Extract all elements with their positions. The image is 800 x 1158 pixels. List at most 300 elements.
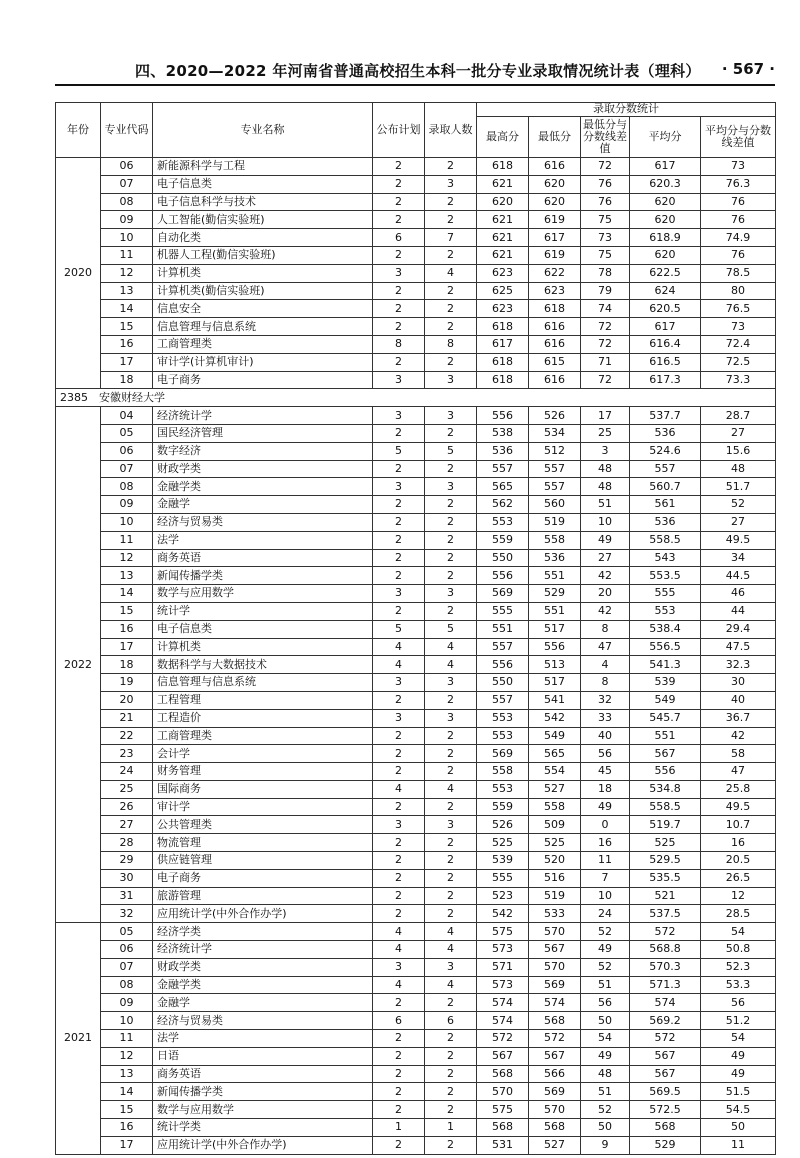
cell-name: 电子商务 — [153, 371, 373, 389]
cell-avg: 556.5 — [630, 638, 701, 656]
table-row — [56, 852, 776, 870]
cell-min-diff: 10 — [581, 887, 630, 905]
cell-admitted: 2 — [425, 1065, 477, 1083]
table-row — [56, 1119, 776, 1137]
cell-code: 12 — [101, 264, 153, 282]
cell-code: 13 — [101, 567, 153, 585]
cell-max: 621 — [477, 175, 529, 193]
cell-plan: 2 — [373, 549, 425, 567]
cell-avg: 618.9 — [630, 229, 701, 247]
table-row — [56, 585, 776, 603]
cell-min: 512 — [529, 442, 581, 460]
table-row — [56, 246, 776, 264]
cell-avg: 545.7 — [630, 709, 701, 727]
cell-min-diff: 72 — [581, 318, 630, 336]
cell-code: 05 — [101, 923, 153, 941]
cell-plan: 2 — [373, 763, 425, 781]
cell-min-diff: 32 — [581, 691, 630, 709]
cell-plan: 2 — [373, 602, 425, 620]
cell-min-diff: 7 — [581, 869, 630, 887]
cell-min: 516 — [529, 869, 581, 887]
cell-min-diff: 73 — [581, 229, 630, 247]
cell-max: 551 — [477, 620, 529, 638]
cell-avg-diff: 73 — [701, 158, 776, 176]
cell-avg-diff: 10.7 — [701, 816, 776, 834]
cell-plan: 2 — [373, 727, 425, 745]
cell-avg-diff: 80 — [701, 282, 776, 300]
cell-min-diff: 45 — [581, 763, 630, 781]
cell-name: 旅游管理 — [153, 887, 373, 905]
table-row — [56, 620, 776, 638]
cell-avg: 536 — [630, 513, 701, 531]
cell-plan: 2 — [373, 158, 425, 176]
cell-min-diff: 42 — [581, 567, 630, 585]
cell-min-diff: 72 — [581, 158, 630, 176]
cell-name: 经济统计学 — [153, 407, 373, 425]
cell-avg-diff: 49.5 — [701, 531, 776, 549]
cell-name: 国民经济管理 — [153, 424, 373, 442]
cell-min: 551 — [529, 567, 581, 585]
cell-min-diff: 74 — [581, 300, 630, 318]
cell-min-diff: 76 — [581, 175, 630, 193]
cell-plan: 2 — [373, 691, 425, 709]
cell-avg: 571.3 — [630, 976, 701, 994]
cell-admitted: 7 — [425, 229, 477, 247]
table-row — [56, 1012, 776, 1030]
cell-name: 会计学 — [153, 745, 373, 763]
page-number: · 567 · — [721, 60, 775, 78]
table-row — [56, 407, 776, 425]
table-row — [56, 780, 776, 798]
cell-name: 电子商务 — [153, 869, 373, 887]
cell-avg: 616.5 — [630, 353, 701, 371]
cell-avg: 529 — [630, 1136, 701, 1154]
cell-avg: 525 — [630, 834, 701, 852]
cell-avg-diff: 52.3 — [701, 958, 776, 976]
cell-avg-diff: 42 — [701, 727, 776, 745]
cell-min-diff: 0 — [581, 816, 630, 834]
cell-admitted: 2 — [425, 745, 477, 763]
cell-min: 554 — [529, 763, 581, 781]
cell-max: 525 — [477, 834, 529, 852]
cell-max: 538 — [477, 424, 529, 442]
cell-code: 15 — [101, 1101, 153, 1119]
cell-min: 574 — [529, 994, 581, 1012]
cell-min: 526 — [529, 407, 581, 425]
cell-min-diff: 20 — [581, 585, 630, 603]
cell-avg-diff: 76 — [701, 193, 776, 211]
cell-plan: 3 — [373, 407, 425, 425]
cell-plan: 2 — [373, 1047, 425, 1065]
cell-max: 618 — [477, 371, 529, 389]
cell-code: 12 — [101, 1047, 153, 1065]
cell-code: 13 — [101, 1065, 153, 1083]
cell-name: 电子信息类 — [153, 175, 373, 193]
cell-avg: 624 — [630, 282, 701, 300]
cell-max: 555 — [477, 869, 529, 887]
cell-name: 经济统计学 — [153, 941, 373, 959]
cell-admitted: 2 — [425, 193, 477, 211]
cell-code: 17 — [101, 353, 153, 371]
cell-plan: 2 — [373, 798, 425, 816]
cell-admitted: 2 — [425, 602, 477, 620]
cell-min-diff: 48 — [581, 460, 630, 478]
table-row — [56, 674, 776, 692]
cell-min-diff: 56 — [581, 994, 630, 1012]
cell-admitted: 4 — [425, 656, 477, 674]
table-row — [56, 300, 776, 318]
cell-admitted: 3 — [425, 709, 477, 727]
cell-min-diff: 52 — [581, 1101, 630, 1119]
cell-max: 575 — [477, 923, 529, 941]
cell-code: 07 — [101, 175, 153, 193]
cell-plan: 4 — [373, 780, 425, 798]
cell-plan: 4 — [373, 638, 425, 656]
cell-name: 商务英语 — [153, 549, 373, 567]
cell-code: 09 — [101, 994, 153, 1012]
cell-plan: 2 — [373, 869, 425, 887]
cell-avg-diff: 28.7 — [701, 407, 776, 425]
cell-admitted: 2 — [425, 763, 477, 781]
header-row-top — [56, 103, 776, 117]
cell-admitted: 2 — [425, 282, 477, 300]
cell-code: 09 — [101, 211, 153, 229]
cell-avg-diff: 58 — [701, 745, 776, 763]
cell-max: 550 — [477, 549, 529, 567]
cell-min-diff: 50 — [581, 1012, 630, 1030]
cell-name: 计算机类 — [153, 264, 373, 282]
cell-admitted: 2 — [425, 353, 477, 371]
cell-min-diff: 50 — [581, 1119, 630, 1137]
cell-avg-diff: 44.5 — [701, 567, 776, 585]
cell-code: 17 — [101, 1136, 153, 1154]
cell-min: 565 — [529, 745, 581, 763]
cell-code: 09 — [101, 496, 153, 514]
cell-avg-diff: 29.4 — [701, 620, 776, 638]
cell-admitted: 2 — [425, 460, 477, 478]
cell-max: 523 — [477, 887, 529, 905]
cell-min-diff: 75 — [581, 246, 630, 264]
cell-avg: 529.5 — [630, 852, 701, 870]
cell-avg-diff: 51.5 — [701, 1083, 776, 1101]
cell-avg-diff: 11 — [701, 1136, 776, 1154]
cell-name: 审计学 — [153, 798, 373, 816]
table-row — [56, 1083, 776, 1101]
cell-name: 金融学 — [153, 994, 373, 1012]
cell-name: 法学 — [153, 1030, 373, 1048]
cell-avg-diff: 73.3 — [701, 371, 776, 389]
cell-min: 527 — [529, 780, 581, 798]
cell-name: 经济与贸易类 — [153, 1012, 373, 1030]
table-row — [56, 1101, 776, 1119]
cell-avg: 557 — [630, 460, 701, 478]
cell-plan: 3 — [373, 958, 425, 976]
cell-admitted: 1 — [425, 1119, 477, 1137]
cell-avg-diff: 49 — [701, 1047, 776, 1065]
cell-plan: 2 — [373, 834, 425, 852]
cell-name: 信息管理与信息系统 — [153, 674, 373, 692]
cell-avg: 617 — [630, 158, 701, 176]
cell-avg: 617 — [630, 318, 701, 336]
cell-min-diff: 49 — [581, 941, 630, 959]
cell-avg: 622.5 — [630, 264, 701, 282]
cell-plan: 2 — [373, 424, 425, 442]
cell-avg-diff: 78.5 — [701, 264, 776, 282]
cell-name: 商务英语 — [153, 1065, 373, 1083]
cell-name: 经济学类 — [153, 923, 373, 941]
col-header-max: 最高分 — [477, 117, 529, 158]
cell-avg-diff: 72.4 — [701, 335, 776, 353]
table-row — [56, 691, 776, 709]
cell-plan: 2 — [373, 1083, 425, 1101]
cell-name: 日语 — [153, 1047, 373, 1065]
cell-avg-diff: 16 — [701, 834, 776, 852]
cell-max: 574 — [477, 994, 529, 1012]
table-row — [56, 175, 776, 193]
col-header-min-diff: 最低分与分数线差值 — [581, 117, 630, 158]
cell-min-diff: 47 — [581, 638, 630, 656]
cell-min: 551 — [529, 602, 581, 620]
cell-plan: 2 — [373, 353, 425, 371]
cell-min-diff: 75 — [581, 211, 630, 229]
cell-min-diff: 48 — [581, 478, 630, 496]
cell-max: 571 — [477, 958, 529, 976]
cell-plan: 2 — [373, 282, 425, 300]
col-header-avg-diff: 平均分与分数线差值 — [701, 117, 776, 158]
cell-admitted: 4 — [425, 264, 477, 282]
table-row — [56, 478, 776, 496]
table-row — [56, 602, 776, 620]
cell-name: 工程造价 — [153, 709, 373, 727]
cell-min: 567 — [529, 941, 581, 959]
cell-name: 电子信息科学与技术 — [153, 193, 373, 211]
cell-max: 575 — [477, 1101, 529, 1119]
col-header-avg: 平均分 — [630, 117, 701, 158]
cell-admitted: 8 — [425, 335, 477, 353]
cell-code: 25 — [101, 780, 153, 798]
col-header-name: 专业名称 — [153, 103, 373, 158]
cell-avg-diff: 51.7 — [701, 478, 776, 496]
table-row — [56, 229, 776, 247]
cell-name: 金融学类 — [153, 478, 373, 496]
cell-code: 19 — [101, 674, 153, 692]
cell-admitted: 5 — [425, 442, 477, 460]
cell-min-diff: 71 — [581, 353, 630, 371]
cell-code: 10 — [101, 229, 153, 247]
cell-name: 应用统计学(中外合作办学) — [153, 905, 373, 923]
cell-min-diff: 8 — [581, 674, 630, 692]
cell-avg-diff: 49 — [701, 1065, 776, 1083]
cell-admitted: 2 — [425, 513, 477, 531]
cell-avg-diff: 54 — [701, 1030, 776, 1048]
cell-name: 法学 — [153, 531, 373, 549]
cell-min: 527 — [529, 1136, 581, 1154]
cell-max: 568 — [477, 1065, 529, 1083]
cell-avg: 620.5 — [630, 300, 701, 318]
cell-min-diff: 56 — [581, 745, 630, 763]
cell-min: 618 — [529, 300, 581, 318]
cell-code: 15 — [101, 318, 153, 336]
cell-avg-diff: 26.5 — [701, 869, 776, 887]
cell-min: 568 — [529, 1119, 581, 1137]
cell-min-diff: 51 — [581, 496, 630, 514]
cell-min-diff: 52 — [581, 958, 630, 976]
cell-admitted: 2 — [425, 905, 477, 923]
cell-min: 525 — [529, 834, 581, 852]
cell-min: 617 — [529, 229, 581, 247]
cell-max: 621 — [477, 211, 529, 229]
cell-avg-diff: 56 — [701, 994, 776, 1012]
cell-plan: 6 — [373, 229, 425, 247]
cell-avg: 555 — [630, 585, 701, 603]
table-row — [56, 1030, 776, 1048]
year-cell: 2020 — [56, 158, 101, 389]
cell-min: 517 — [529, 620, 581, 638]
cell-avg-diff: 30 — [701, 674, 776, 692]
cell-avg: 535.5 — [630, 869, 701, 887]
cell-admitted: 2 — [425, 1101, 477, 1119]
cell-plan: 2 — [373, 1030, 425, 1048]
table-body — [56, 158, 776, 1155]
cell-min: 616 — [529, 335, 581, 353]
table-row — [56, 211, 776, 229]
cell-admitted: 3 — [425, 674, 477, 692]
cell-plan: 1 — [373, 1119, 425, 1137]
cell-min-diff: 16 — [581, 834, 630, 852]
cell-avg: 536 — [630, 424, 701, 442]
table-row — [56, 816, 776, 834]
year-cell: 2022 — [56, 407, 101, 923]
cell-avg-diff: 52 — [701, 496, 776, 514]
cell-avg: 572 — [630, 1030, 701, 1048]
cell-plan: 3 — [373, 674, 425, 692]
table-row — [56, 531, 776, 549]
table-row — [56, 282, 776, 300]
cell-code: 08 — [101, 478, 153, 496]
cell-max: 572 — [477, 1030, 529, 1048]
cell-max: 531 — [477, 1136, 529, 1154]
cell-min-diff: 27 — [581, 549, 630, 567]
cell-max: 617 — [477, 335, 529, 353]
cell-plan: 2 — [373, 318, 425, 336]
cell-name: 国际商务 — [153, 780, 373, 798]
cell-plan: 3 — [373, 478, 425, 496]
cell-admitted: 2 — [425, 158, 477, 176]
cell-max: 526 — [477, 816, 529, 834]
cell-avg-diff: 76 — [701, 211, 776, 229]
table-row — [56, 941, 776, 959]
cell-code: 12 — [101, 549, 153, 567]
cell-avg-diff: 76.5 — [701, 300, 776, 318]
cell-max: 570 — [477, 1083, 529, 1101]
table-row — [56, 976, 776, 994]
cell-max: 621 — [477, 246, 529, 264]
cell-max: 573 — [477, 941, 529, 959]
cell-max: 623 — [477, 264, 529, 282]
cell-admitted: 4 — [425, 638, 477, 656]
cell-plan: 4 — [373, 923, 425, 941]
cell-code: 21 — [101, 709, 153, 727]
cell-avg: 556 — [630, 763, 701, 781]
table-row — [56, 994, 776, 1012]
cell-min: 557 — [529, 460, 581, 478]
col-header-min: 最低分 — [529, 117, 581, 158]
cell-name: 应用统计学(中外合作办学) — [153, 1136, 373, 1154]
cell-avg-diff: 27 — [701, 513, 776, 531]
cell-name: 供应链管理 — [153, 852, 373, 870]
cell-admitted: 6 — [425, 1012, 477, 1030]
cell-avg: 521 — [630, 887, 701, 905]
cell-min-diff: 4 — [581, 656, 630, 674]
cell-code: 18 — [101, 371, 153, 389]
cell-plan: 4 — [373, 656, 425, 674]
cell-min: 533 — [529, 905, 581, 923]
cell-min: 569 — [529, 1083, 581, 1101]
cell-plan: 6 — [373, 1012, 425, 1030]
cell-admitted: 5 — [425, 620, 477, 638]
cell-name: 电子信息类 — [153, 620, 373, 638]
cell-max: 556 — [477, 407, 529, 425]
cell-admitted: 2 — [425, 531, 477, 549]
table-row — [56, 335, 776, 353]
cell-max: 574 — [477, 1012, 529, 1030]
cell-min: 529 — [529, 585, 581, 603]
cell-avg: 620 — [630, 246, 701, 264]
cell-max: 553 — [477, 513, 529, 531]
cell-plan: 2 — [373, 994, 425, 1012]
cell-name: 物流管理 — [153, 834, 373, 852]
cell-min-diff: 17 — [581, 407, 630, 425]
cell-max: 556 — [477, 656, 529, 674]
cell-code: 04 — [101, 407, 153, 425]
cell-avg-diff: 50 — [701, 1119, 776, 1137]
cell-min: 616 — [529, 158, 581, 176]
cell-code: 06 — [101, 442, 153, 460]
cell-avg: 567 — [630, 1065, 701, 1083]
cell-min: 509 — [529, 816, 581, 834]
cell-min-diff: 3 — [581, 442, 630, 460]
cell-min-diff: 72 — [581, 371, 630, 389]
cell-avg-diff: 47.5 — [701, 638, 776, 656]
cell-name: 新闻传播学类 — [153, 1083, 373, 1101]
cell-avg-diff: 28.5 — [701, 905, 776, 923]
cell-admitted: 2 — [425, 994, 477, 1012]
col-header-code: 专业代码 — [101, 103, 153, 158]
cell-min-diff: 78 — [581, 264, 630, 282]
cell-avg-diff: 32.3 — [701, 656, 776, 674]
cell-min-diff: 11 — [581, 852, 630, 870]
cell-avg: 572 — [630, 923, 701, 941]
table-row — [56, 158, 776, 176]
cell-min: 616 — [529, 371, 581, 389]
cell-min: 513 — [529, 656, 581, 674]
cell-min-diff: 76 — [581, 193, 630, 211]
cell-min: 567 — [529, 1047, 581, 1065]
cell-plan: 5 — [373, 442, 425, 460]
cell-plan: 3 — [373, 709, 425, 727]
cell-min: 572 — [529, 1030, 581, 1048]
cell-avg: 570.3 — [630, 958, 701, 976]
cell-admitted: 2 — [425, 300, 477, 318]
cell-name: 工程管理 — [153, 691, 373, 709]
cell-avg: 537.7 — [630, 407, 701, 425]
cell-name: 工商管理类 — [153, 727, 373, 745]
cell-name: 数学与应用数学 — [153, 1101, 373, 1119]
cell-min-diff: 51 — [581, 976, 630, 994]
cell-avg-diff: 50.8 — [701, 941, 776, 959]
cell-avg-diff: 54 — [701, 923, 776, 941]
cell-admitted: 2 — [425, 852, 477, 870]
